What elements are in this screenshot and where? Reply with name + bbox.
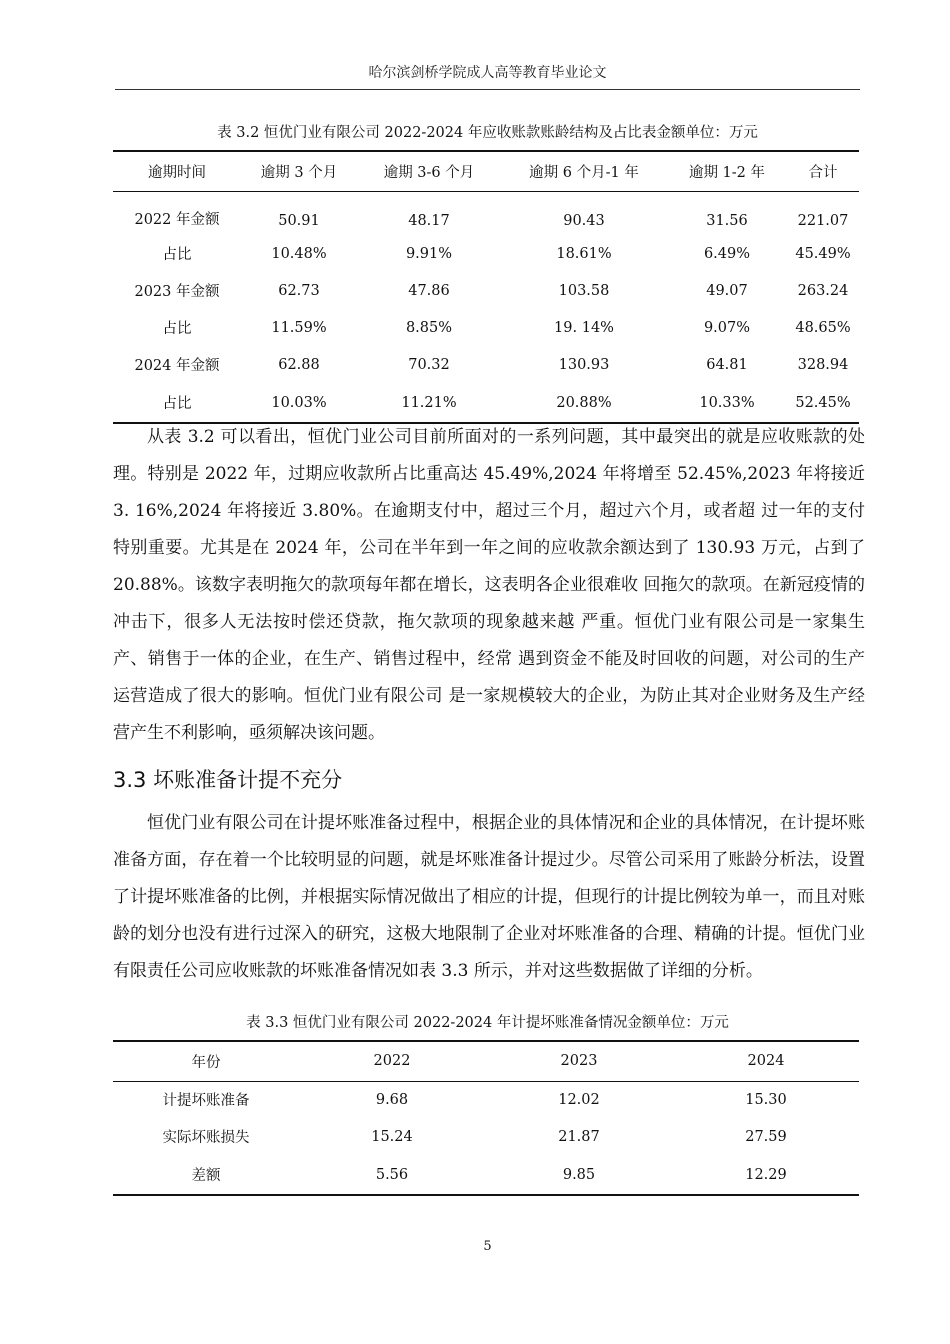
table-cell: 90.43 — [563, 213, 605, 229]
table-cell: 10.33% — [699, 394, 755, 411]
table-cell: 328.94 — [797, 356, 849, 373]
running-header: 哈尔滨剑桥学院成人高等教育毕业论文 — [368, 65, 607, 81]
table-cell: 45.49% — [795, 245, 851, 262]
table-cell: 实际坏账损失 — [162, 1130, 250, 1146]
table-cell: 11.59% — [271, 319, 327, 336]
table-cell: 2024 年金额 — [134, 358, 220, 374]
table-cell: 9.91% — [405, 245, 453, 262]
table-cell: 5.56 — [375, 1166, 409, 1183]
column-header: 2024 — [747, 1053, 785, 1070]
table-cell: 11.21% — [401, 394, 457, 411]
table-cell: 差额 — [191, 1168, 221, 1184]
table-cell: 47.86 — [408, 282, 450, 299]
body-paragraph-2: 恒优门业有限公司在计提坏账准备过程中，根据企业的具体情况和企业的具体情况，在计提坏账准备方面，存在着一个比较明显的问题，就是坏账准备计提过少。尽管公司采用了账龄分析法，设置了计提坏账准备的比例，并根据实际情况做出了相应的计提，但现行的计提比例较为单一，而且对账龄的划分也没有进行过深入的研究，这极大地限制了企业对坏账准备的合理、精确的计提。恒优门业有限责任公司应收账款的坏账准备情况如表 3.3 所示，并对这些数据做了详细的分析。 — [113, 813, 865, 981]
table-cell: 2022 年金额 — [134, 212, 220, 228]
table-cell: 占比 — [162, 321, 192, 337]
table-3-2-caption: 表 3.2 恒优门业有限公司 2022-2024 年应收账款账龄结构及占比表金额单位：万元 — [217, 125, 758, 141]
table-3-2-header-row — [113, 151, 859, 191]
table-cell: 9.68 — [375, 1091, 409, 1108]
column-header: 逾期时间 — [148, 164, 206, 181]
table-cell: 20.88% — [556, 394, 612, 411]
table-3-3-caption: 表 3.3 恒优门业有限公司 2022-2024 年计提坏账准备情况金额单位：万元 — [246, 1015, 729, 1031]
table-3-3-header-row — [113, 1041, 859, 1081]
table-cell: 103.58 — [558, 282, 610, 299]
column-header: 2022 — [373, 1053, 411, 1070]
table-cell: 263.24 — [797, 282, 849, 299]
table-cell: 62.73 — [278, 282, 320, 299]
table-cell: 62.88 — [278, 356, 320, 373]
table-row — [113, 191, 859, 235]
table-cell: 计提坏账准备 — [162, 1093, 250, 1110]
body-paragraph-1: 从表 3.2 可以看出，恒优门业公司目前所面对的一系列问题，其中最突出的就是应收账款的处理。特别是 2022 年，过期应收款所占比重高达 45.49%,2024 年将增至 52.45%,2023 年将接近 3. 16%,2024 年将接近 3.80%。在逾期支付中，超过三个月，超过六个月，或者超 过一年的支付特别重要。尤其是在 2024 年，公司在半年到一年之间的应收款余额达到了 130.93 万元，占到了 20.88%。该数字表明拖欠的款项每年都在增长，这表明各企业很难收 回拖欠的款项。在新冠疫情的冲击下，很多人无法按时偿还贷款，拖欠款项的现象越来越 严重。恒优门业有限公司是一家集生产、销售于一体的企业，在生产、销售过程中，经常 遇到资金不能及时回收的问题，对公司的生产运营造成了很大的影响。恒优门业有限公司 是一家规模较大的企业，为防止其对企业财务及生产经营产生不利影响，亟须解决该问题。 — [113, 427, 865, 743]
table-row — [113, 346, 859, 383]
table-3-3 — [113, 1040, 859, 1196]
table-cell: 12.29 — [745, 1166, 787, 1183]
table-cell: 70.32 — [408, 356, 450, 373]
section-heading: 3.3 坏账准备计提不充分 — [113, 768, 343, 792]
header-rule — [115, 89, 860, 90]
column-header: 合计 — [808, 164, 838, 181]
column-header: 逾期 6 个月-1 年 — [529, 164, 639, 181]
table-cell: 2023 年金额 — [134, 284, 220, 300]
table-row — [113, 272, 859, 309]
table-cell: 64.81 — [706, 356, 748, 373]
table-cell: 48.65% — [795, 319, 851, 336]
table-cell: 49.07 — [706, 282, 748, 299]
table-3-2 — [113, 150, 859, 424]
column-header: 逾期 3-6 个月 — [383, 164, 475, 181]
table-cell: 31.56 — [706, 213, 748, 229]
table-row — [113, 1081, 859, 1118]
page-number: 5 — [483, 1239, 492, 1254]
table-cell: 27.59 — [745, 1128, 787, 1145]
table-cell: 50.91 — [278, 213, 320, 229]
table-cell: 9.85 — [562, 1166, 596, 1183]
table-row — [113, 383, 859, 423]
table-cell: 占比 — [162, 396, 192, 412]
column-header: 2023 — [560, 1053, 598, 1070]
table-cell: 15.30 — [745, 1091, 787, 1108]
column-header: 年份 — [191, 1054, 221, 1071]
table-cell: 221.07 — [797, 213, 849, 229]
table-row — [113, 1118, 859, 1155]
table-row — [113, 235, 859, 272]
table-cell: 8.85% — [405, 319, 453, 336]
table-cell: 6.49% — [703, 245, 751, 262]
table-cell: 12.02 — [558, 1091, 600, 1108]
column-header: 逾期 1-2 年 — [688, 164, 766, 181]
table-cell: 10.48% — [271, 245, 327, 262]
table-cell: 18.61% — [556, 245, 612, 262]
table-row — [113, 1155, 859, 1195]
table-cell: 19. 14% — [554, 319, 614, 336]
table-cell: 130.93 — [558, 356, 610, 373]
table-cell: 48.17 — [408, 213, 450, 229]
table-cell: 21.87 — [558, 1128, 600, 1145]
table-cell: 15.24 — [371, 1128, 413, 1145]
table-cell: 占比 — [162, 247, 192, 263]
table-cell: 9.07% — [703, 319, 751, 336]
table-cell: 10.03% — [271, 394, 327, 411]
column-header: 逾期 3 个月 — [260, 164, 338, 181]
table-cell: 52.45% — [795, 394, 851, 411]
table-row — [113, 309, 859, 346]
